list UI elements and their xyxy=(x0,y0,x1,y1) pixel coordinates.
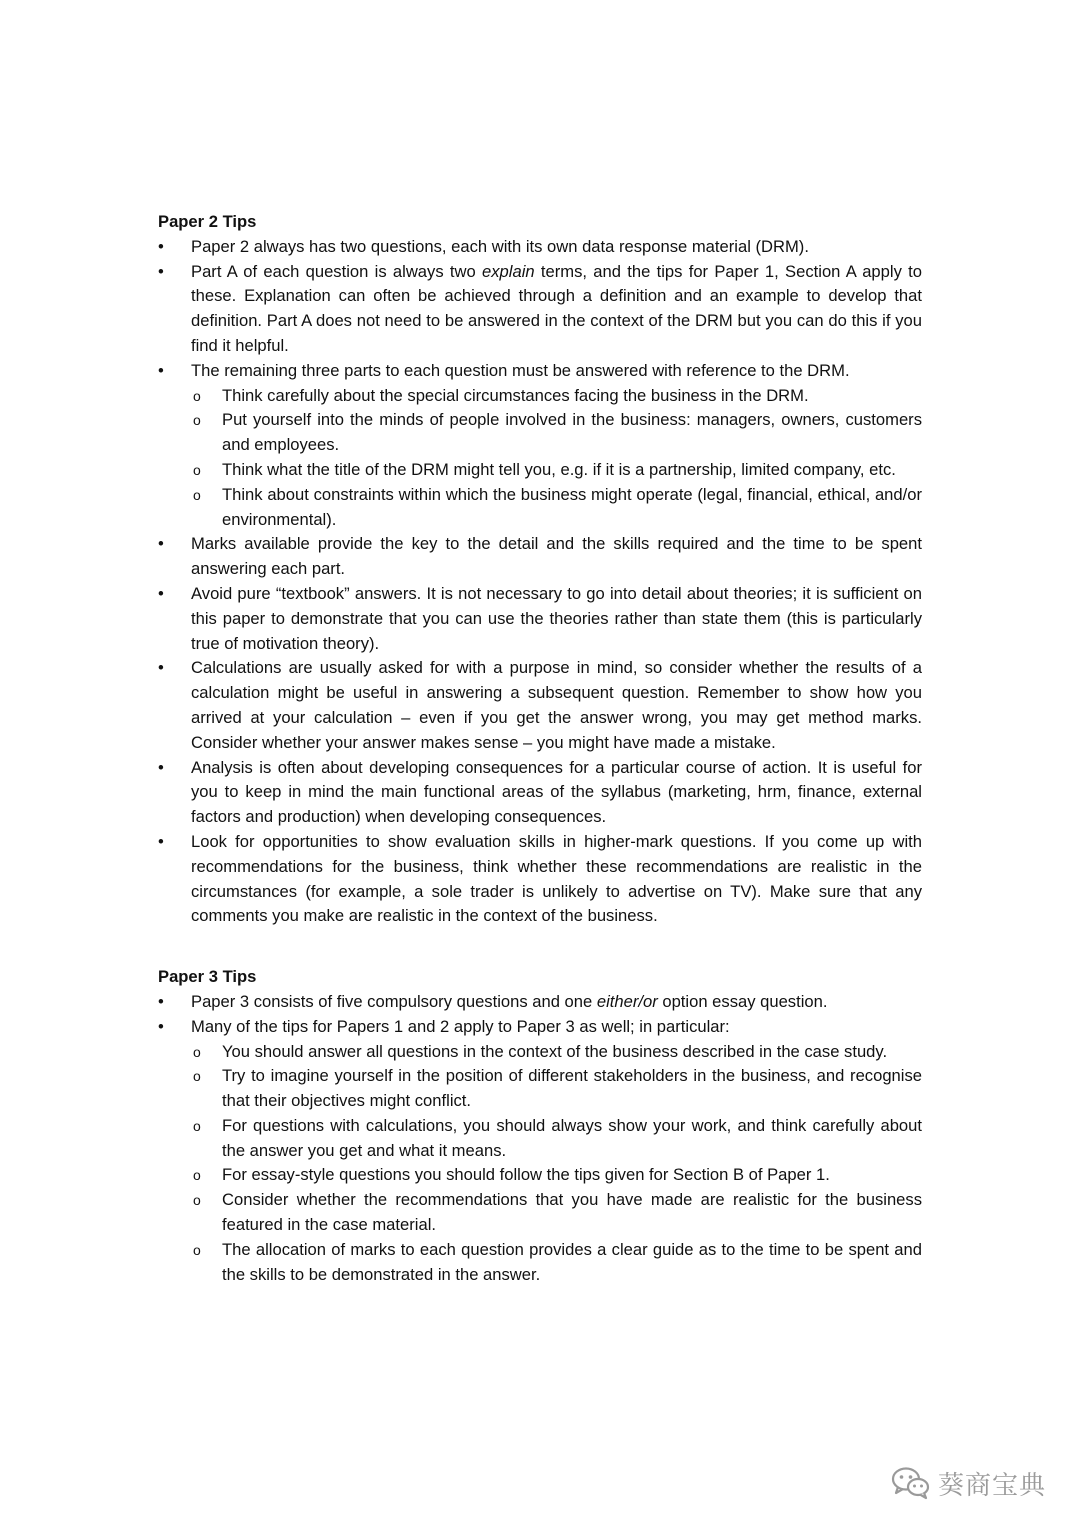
watermark-text: 葵商宝典 xyxy=(938,1470,1047,1501)
watermark xyxy=(890,1458,1050,1508)
list-item xyxy=(158,990,922,1015)
paper2-list xyxy=(158,235,922,929)
list-item: • The remaining three parts to each question must be answered with reference to the DRM. xyxy=(158,359,922,384)
sub-list-item: o Try to imagine yourself in the position of different stakeholders in the business, and recognise that their objectives might conflict. xyxy=(158,1064,922,1114)
sub-list-item: o Think what the title of the DRM might tell you, e.g. if it is a partnership, limited company, etc. xyxy=(158,458,922,483)
sub-list-item: o Think carefully about the special circumstances facing the business in the DRM. xyxy=(158,384,922,409)
list-item: • Marks available provide the key to the detail and the skills required and the time to be spent answering each part. xyxy=(158,532,922,582)
list-item: • Paper 2 always has two questions, each with its own data response material (DRM). xyxy=(158,235,922,260)
text-span: option essay question. xyxy=(657,991,828,1011)
sub-list-item: o The allocation of marks to each question provides a clear guide as to the time to be spent and the skills to be demonstrated in the answer. xyxy=(158,1238,922,1288)
sub-list-item: o For questions with calculations, you should always show your work, and think carefully about the answer you get and what it means. xyxy=(158,1114,922,1164)
sub-list-item: o Put yourself into the minds of people involved in the business: managers, owners, customers and employees. xyxy=(158,408,922,458)
paper3-heading: Paper 3 Tips xyxy=(158,967,257,987)
list-item: • Look for opportunities to show evaluation skills in higher-mark questions. If you come up with recommendations for the business, think whether these recommendations are realistic in the circumstances (for example, a sole trader is unlikely to advertise on TV). Make sure that any comments you make are realistic in the context of the business. xyxy=(158,830,922,929)
text-span: Paper 3 consists of five compulsory questions and one xyxy=(191,991,597,1011)
paper3-list xyxy=(158,990,922,1288)
document-page xyxy=(158,210,922,1287)
emphasis-text: explain xyxy=(482,261,535,281)
list-item xyxy=(158,260,922,359)
wechat-icon xyxy=(890,1465,932,1501)
sub-list-item: o You should answer all questions in the context of the business described in the case study. xyxy=(158,1040,922,1065)
list-item: • Avoid pure “textbook” answers. It is not necessary to go into detail about theories; it is sufficient on this paper to demonstrate that you can use the theories rather than state them (this is particularly true of motivation theory). xyxy=(158,582,922,656)
sub-list-item: o For essay-style questions you should follow the tips given for Section B of Paper 1. xyxy=(158,1163,922,1188)
list-item: • Calculations are usually asked for with a purpose in mind, so consider whether the results of a calculation might be useful in answering a subsequent question. Remember to show how you arrived at your calculation – even if you get the answer wrong, you may get method marks. Consider whether your answer makes sense – you might have made a mistake. xyxy=(158,656,922,755)
text-span: terms, and the tips for Paper 1, Section A apply to these. Explanation can often be achieved through a definition and an example to develop that definition. Part A does not need to be answered in the context of the DRM but you can do this if you find it helpful. xyxy=(191,261,922,355)
sub-list-item: o Think about constraints within which the business might operate (legal, financial, ethical, and/or environmental). xyxy=(158,483,922,533)
emphasis-text: either/or xyxy=(596,991,658,1011)
sub-list-item: o Consider whether the recommendations that you have made are realistic for the business featured in the case material. xyxy=(158,1188,922,1238)
list-item: • Analysis is often about developing consequences for a particular course of action. It is useful for you to keep in mind the main functional areas of the syllabus (marketing, hrm, finance, external factors and production) when developing consequences. xyxy=(158,756,922,830)
text-span: Part A of each question is always two xyxy=(191,261,483,281)
list-item: • Many of the tips for Papers 1 and 2 apply to Paper 3 as well; in particular: xyxy=(158,1015,922,1040)
paper2-heading: Paper 2 Tips xyxy=(158,212,257,231)
paper2-section xyxy=(158,210,922,929)
paper3-section xyxy=(158,965,922,1287)
